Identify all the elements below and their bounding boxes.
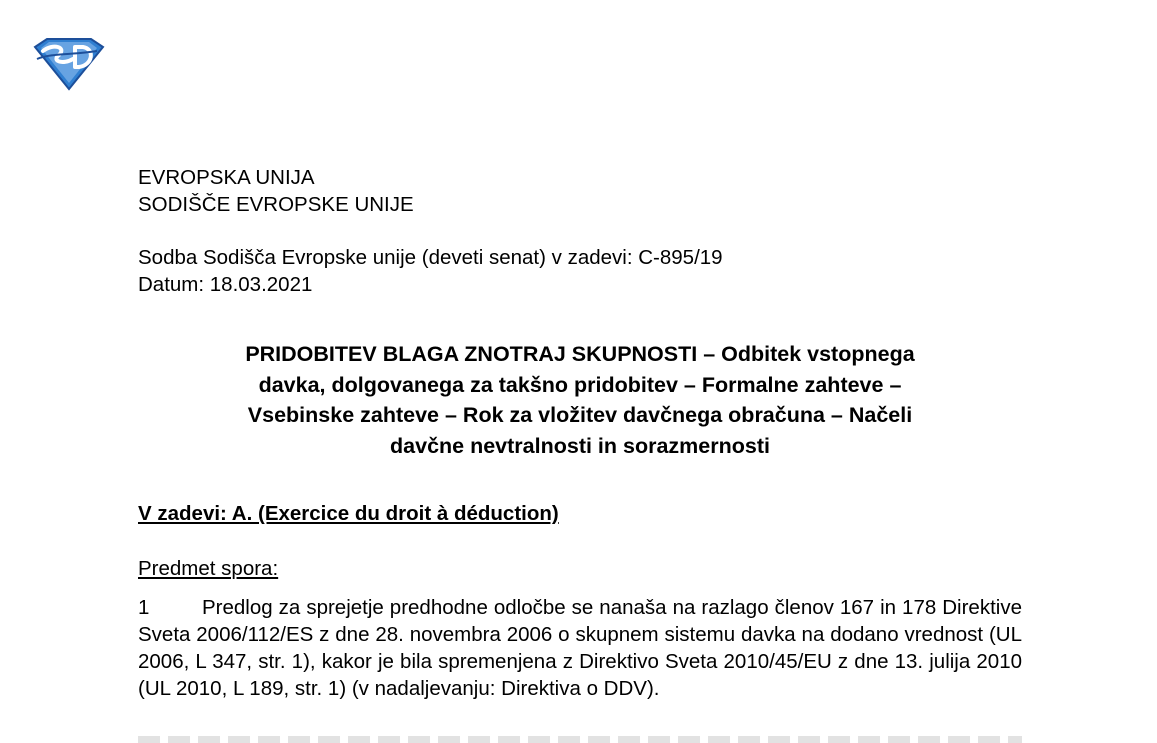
title-line-4: davčne nevtralnosti in sorazmernosti	[390, 433, 770, 458]
court-logo-emblem-icon	[33, 37, 105, 91]
title-line-3: Vsebinske zahteve – Rok za vložitev davčnega obračuna – Načeli	[247, 403, 913, 427]
case-line: Sodba Sodišča Evropske unije (deveti senat) v zadevi: C-895/19	[138, 246, 723, 269]
title-line-1: PRIDOBITEV BLAGA ZNOTRAJ SKUPNOSTI – Odbitek vstopnega	[245, 342, 915, 366]
court-logo	[33, 37, 105, 91]
subject-heading: Predmet spora:	[138, 557, 279, 580]
paragraph-number: 1	[138, 596, 150, 619]
date-line: Datum: 18.03.2021	[138, 273, 313, 296]
judgment-title	[138, 339, 1022, 461]
paragraph-1	[138, 594, 1022, 702]
institution-header	[138, 164, 1022, 218]
case-reference	[138, 244, 1022, 298]
header-line-1: EVROPSKA UNIJA	[138, 166, 315, 189]
paragraph-text: Predlog za sprejetje predhodne odločbe se nanaša na razlago členov 167 in 178 Direktive Sveta 2006/112/ES z dne 28. novembra 2006 o skupnem sistemu davka na dodano vrednost (UL 2006, L 347, str. 1), kakor je bila spremenjena z Direktivo Sveta 2010/45/EU z dne 13. julija 2010 (UL 2010, L 189, str. 1) (v nadaljevanju: Direktiva o DDV).	[138, 596, 1022, 700]
parties-heading: V zadevi: A. (Exercice du droit à déduction)	[138, 502, 559, 525]
header-line-2: SODIŠČE EVROPSKE UNIJE	[138, 193, 414, 216]
next-line-fragment	[138, 736, 1022, 743]
title-line-2: davka, dolgovanega za takšno pridobitev – Formalne zahteve –	[258, 372, 902, 397]
